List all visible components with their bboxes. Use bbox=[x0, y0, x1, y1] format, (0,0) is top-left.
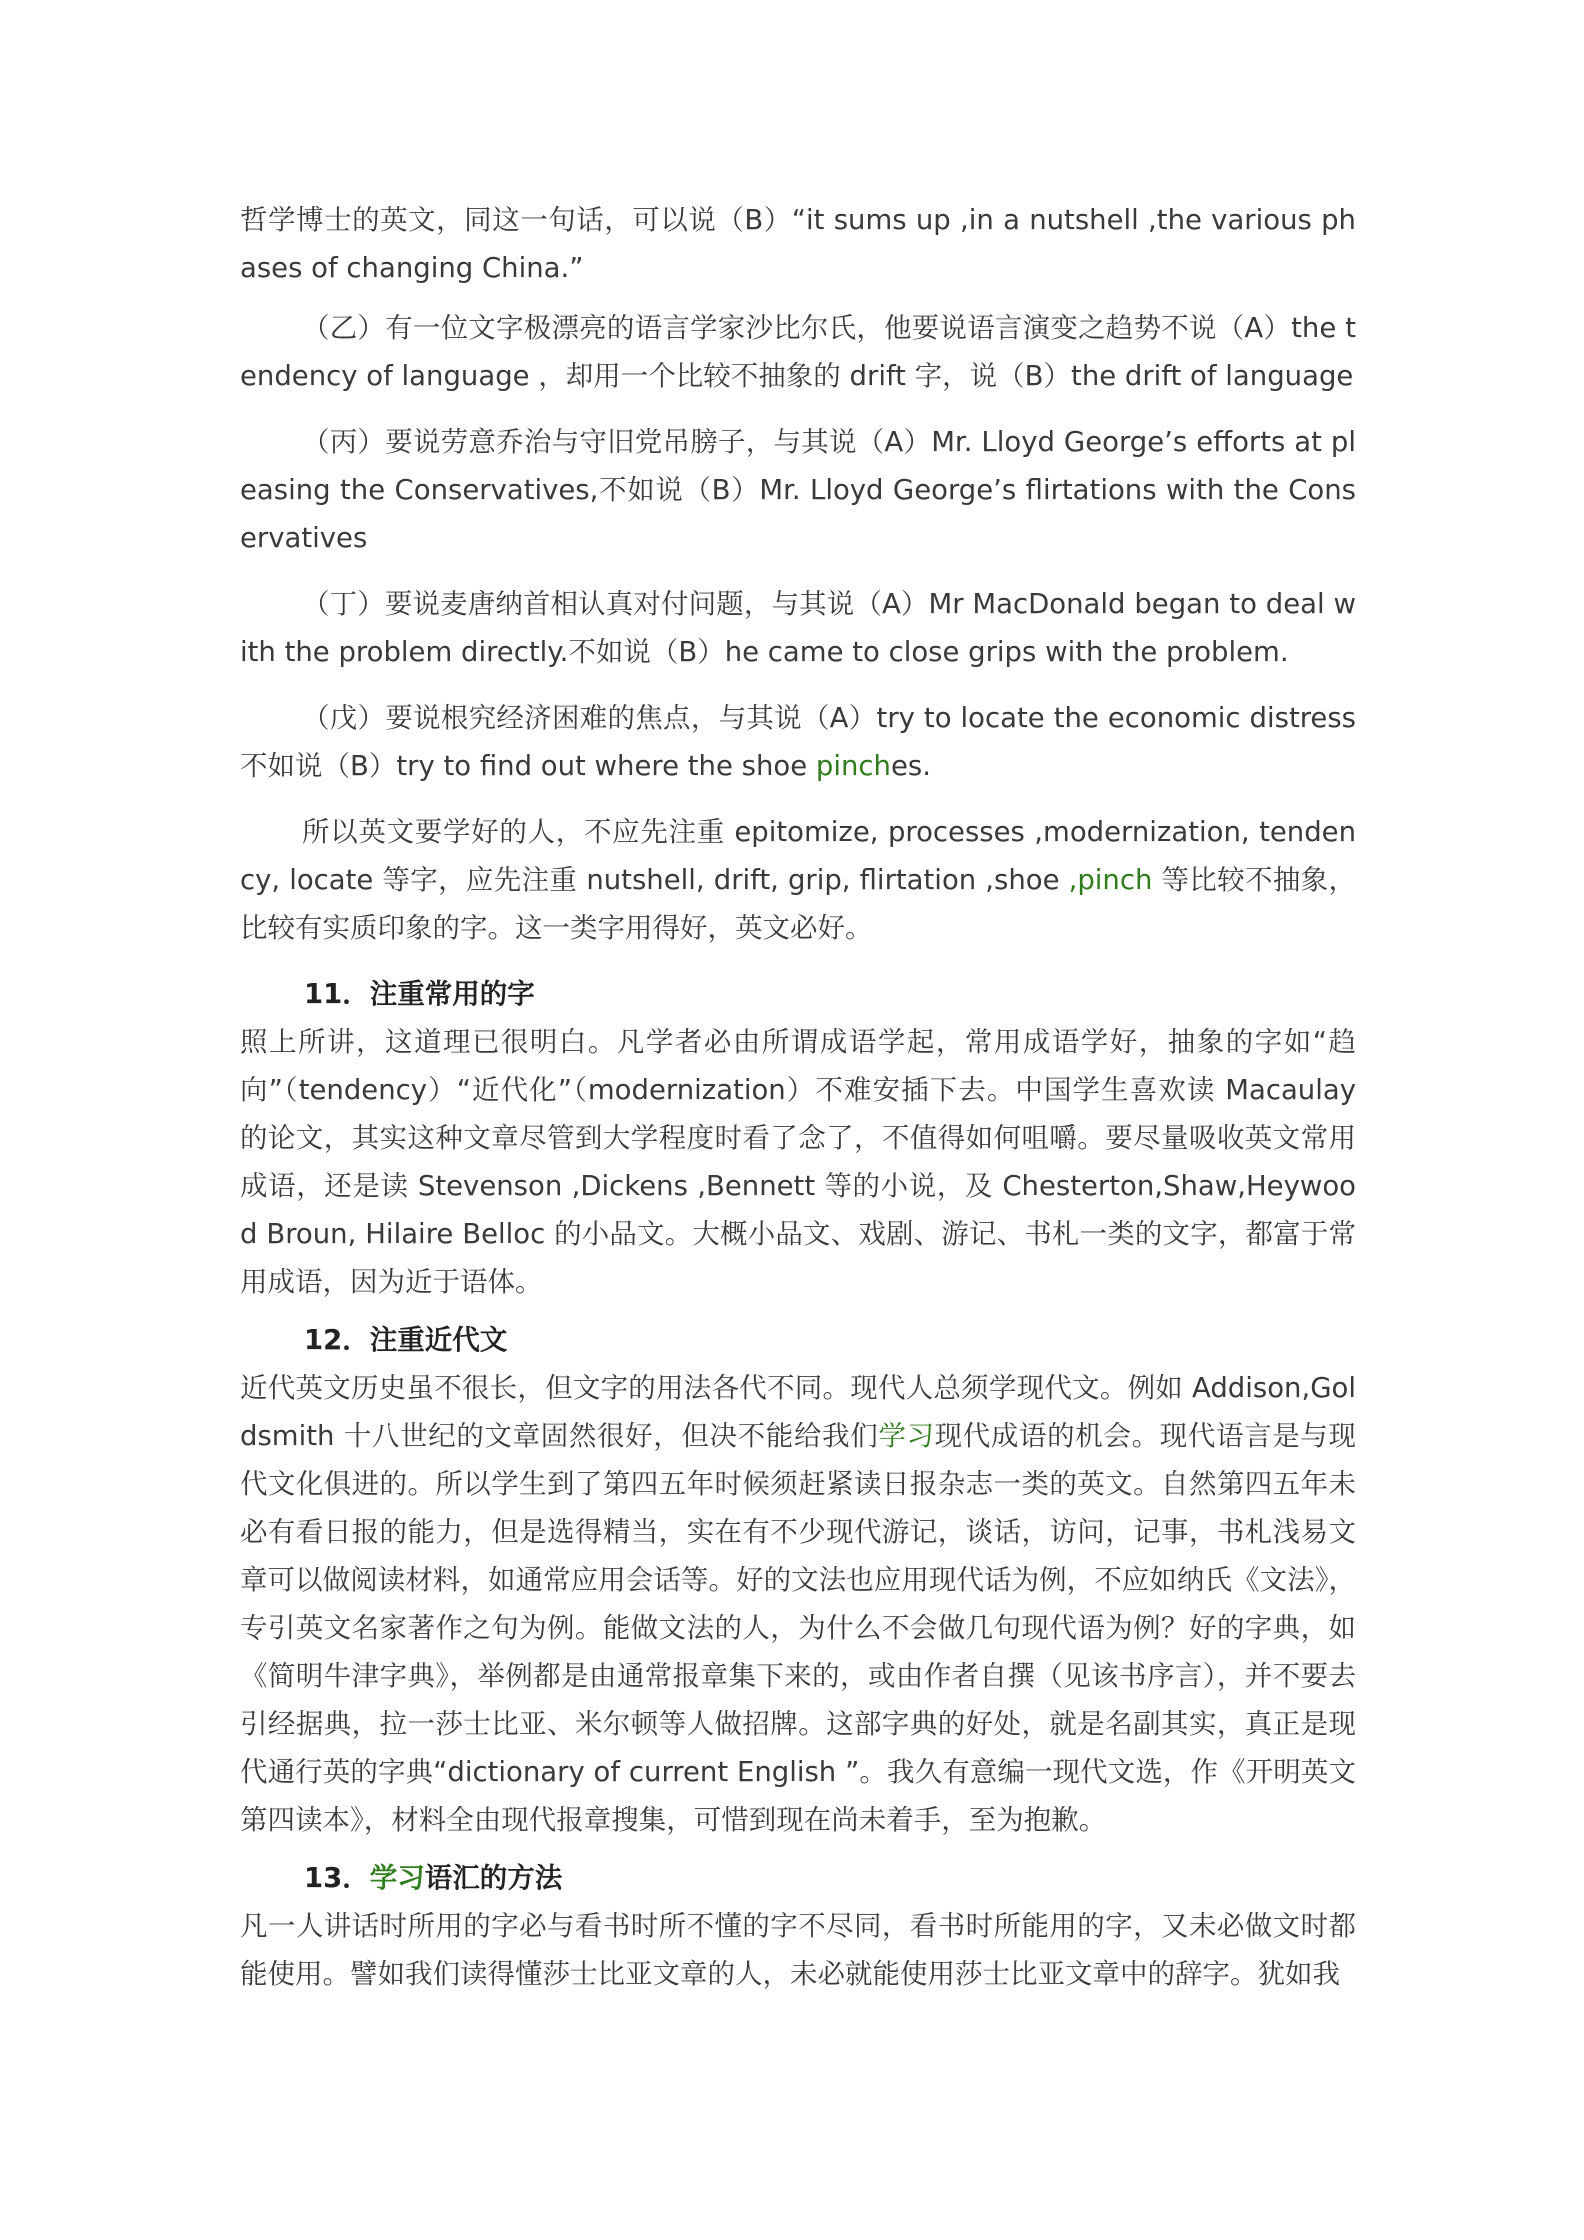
paragraph-wu-tail: es. bbox=[890, 750, 931, 782]
paragraph-yi: （乙）有一位文字极漂亮的语言学家沙比尔氏，他要说语言演变之趋势不说（A）the tendency of language ，却用一个比较不抽象的 drift 字，说（B）the drift of language bbox=[240, 312, 1356, 392]
paragraph-bing: （丙）要说劳意乔治与守旧党吊膀子，与其说（A）Mr. Lloyd George’s efforts at pleasing the Conservatives,不如说（B）Mr. Lloyd George’s flirtations with the Conservatives bbox=[240, 426, 1356, 554]
paragraph-wu bbox=[240, 694, 1356, 790]
section-12-text: 近代英文历史虽不很长，但文字的用法各代不同。现代人总须学现代文。例如 Addison,Goldsmith 十八世纪的文章固然很好，但决不能给我们 bbox=[240, 1372, 1356, 1452]
paragraph-summary bbox=[240, 808, 1356, 952]
section-11-title: 11．注重常用的字 bbox=[304, 978, 535, 1010]
section-13-title-rest: 语汇的方法 bbox=[424, 1862, 563, 1894]
section-12-body bbox=[240, 1364, 1356, 1844]
section-11-body: 照上所讲，这道理已很明白。凡学者必由所谓成语学起，常用成语学好，抽象的字如“趋向”（tendency）“近代化”（modernization）不难安插下去。中国学生喜欢读 Macaulay 的论文，其实这种文章尽管到大学程度时看了念了，不值得如何咀嚼。要尽量吸收英文常用成语，还是读 Stevenson ,Dickens ,Bennett 等的小说，及 Chesterton,Shaw,Heywood Broun, Hilaire Belloc 的小品文。大概小品文、戏剧、游记、书札一类的文字，都富于常用成语，因为近于语体。 bbox=[240, 1026, 1356, 1298]
paragraph-wu-text: （戊）要说根究经济困难的焦点，与其说（A）try to locate the economic distress 不如说（B）try to find out where the shoe bbox=[240, 702, 1356, 782]
study-link-2[interactable]: 学习 bbox=[369, 1862, 425, 1894]
study-link[interactable]: 学习 bbox=[878, 1420, 935, 1452]
paragraph-summary-text: 所以英文要学好的人，不应先注重 epitomize, processes ,modernization, tendency, locate 等字，应先注重 nutshell, drift, grip, flirtation ,shoe bbox=[240, 816, 1356, 896]
paragraph-ding: （丁）要说麦唐纳首相认真对付问题，与其说（A）Mr MacDonald began to deal with the problem directly.不如说（B）he came to close grips with the problem. bbox=[240, 588, 1356, 668]
paragraph-phd-english: 哲学博士的英文，同这一句话，可以说（B）“it sums up ,in a nutshell ,the various phases of changing China.” bbox=[240, 204, 1356, 284]
section-12-title: 12．注重近代文 bbox=[304, 1324, 508, 1356]
section-13-body: 凡一人讲话时所用的字必与看书时所不懂的字不尽同，看书时所能用的字，又未必做文时都能使用。譬如我们读得懂莎士比亚文章的人，未必就能使用莎士比亚文章中的辞字。犹如我 bbox=[240, 1910, 1356, 1990]
section-13-number: 13． bbox=[304, 1862, 370, 1894]
section-12-text-rest: 现代成语的机会。现代语言是与现代文化俱进的。所以学生到了第四五年时候须赶紧读日报杂志一类的英文。自然第四五年未必有看日报的能力，但是选得精当，实在有不少现代游记，谈话，访问，记事，书札浅易文章可以做阅读材料，如通常应用会话等。好的文法也应用现代话为例，不应如纳氏《文法》，专引英文名家著作之句为例。能做文法的人，为什么不会做几句现代语为例？好的字典，如《简明牛津字典》，举例都是由通常报章集下来的，或由作者自撰（见该书序言），并不要去引经据典，拉一莎士比亚、米尔顿等人做招牌。这部字典的好处，就是名副其实，真正是现代通行英的字典“dictionary of current English ”。我久有意编一现代文选，作《开明英文第四读本》，材料全由现代报章搜集，可惜到现在尚未着手，至为抱歉。 bbox=[240, 1420, 1357, 1836]
pinch-link-2[interactable]: ,pinch bbox=[1068, 864, 1153, 896]
paragraph-summary-tail: 等比较不抽象，比较有实质印象的字。这一类字用得好，英文必好。 bbox=[240, 864, 1356, 944]
pinch-link[interactable]: pinch bbox=[815, 750, 891, 782]
section-13-title bbox=[240, 1854, 1356, 1902]
document-page bbox=[240, 196, 1356, 2008]
